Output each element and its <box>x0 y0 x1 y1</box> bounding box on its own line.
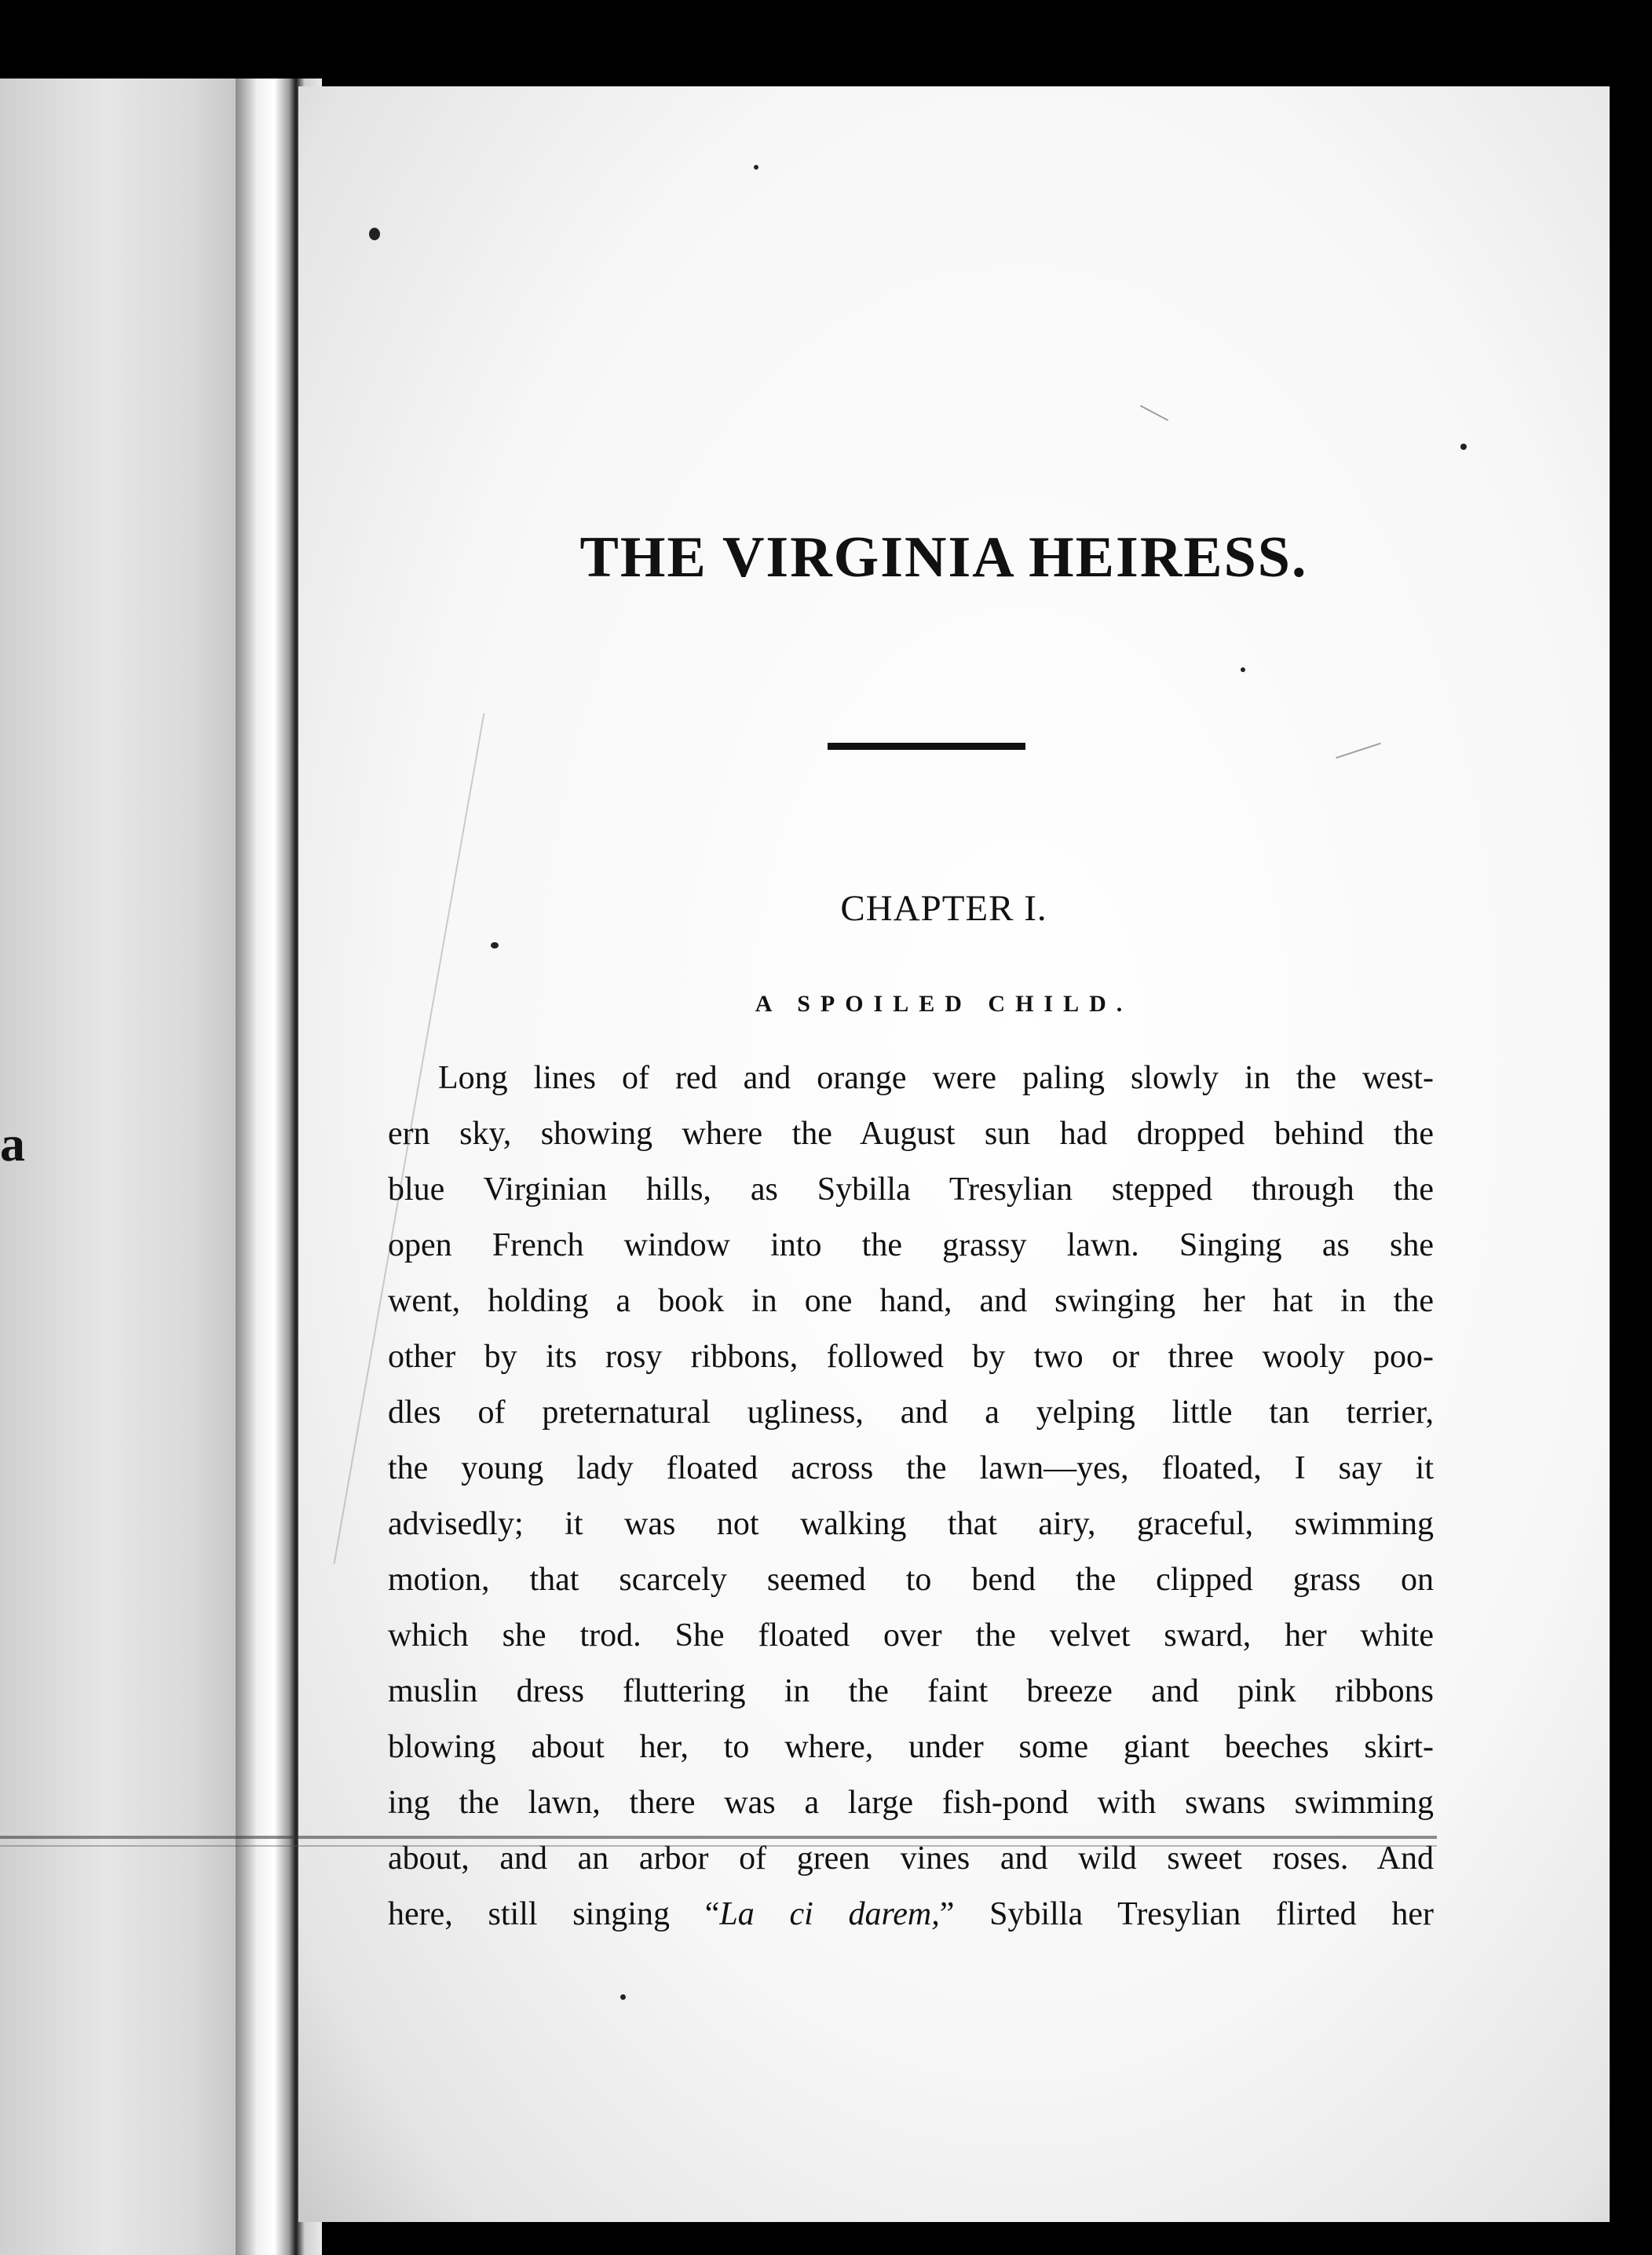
text-line: other by its rosy ribbons, followed by two or three wooly poo- <box>388 1339 1434 1375</box>
scan-speck <box>1460 444 1467 450</box>
title-rule <box>828 743 1025 750</box>
text-line: Long lines of red and orange were paling slowly in the west- <box>438 1060 1434 1096</box>
text-line: advisedly; it was not walking that airy, graceful, swimming <box>388 1506 1434 1542</box>
scan-speck <box>491 942 499 948</box>
scan-border <box>1610 0 1652 2255</box>
previous-page-fragment <box>0 79 259 2255</box>
text-line: the young lady floated across the lawn—yes, floated, I say it <box>388 1450 1434 1486</box>
text-line: muslin dress fluttering in the faint breeze and pink ribbons <box>388 1673 1434 1709</box>
last-line-before: here, still singing “ <box>388 1896 720 1932</box>
text-line-last <box>388 1887 1434 1943</box>
chapter-heading: CHAPTER I. <box>840 888 1047 929</box>
text-line: dles of preternatural ugliness, and a yelping little tan terrier, <box>388 1394 1434 1431</box>
last-line-after: ” Sybilla Tresylian flirted her <box>939 1896 1434 1932</box>
scan-speck <box>620 1994 626 2000</box>
chapter-body <box>388 1051 1434 1943</box>
text-line: blowing about her, to where, under some giant beeches skirt- <box>388 1729 1434 1765</box>
chapter-subtitle: A SPOILED CHILD. <box>755 991 1133 1017</box>
text-line: about, and an arbor of green vines and wild sweet roses. And <box>388 1840 1434 1877</box>
text-line: ing the lawn, there was a large fish-pond with swans swimming <box>388 1785 1434 1821</box>
text-line: blue Virginian hills, as Sybilla Tresylian stepped through the <box>388 1171 1434 1208</box>
text-line: which she trod. She floated over the velvet sward, her white <box>388 1617 1434 1654</box>
text-line: open French window into the grassy lawn. Singing as she <box>388 1227 1434 1263</box>
previous-page-letter: a <box>0 1116 25 1171</box>
song-title: La ci darem, <box>719 1896 940 1932</box>
scan-speck <box>1241 667 1245 672</box>
scan-artifact-line <box>0 1836 1437 1839</box>
scan-speck <box>754 165 758 170</box>
text-line: motion, that scarcely seemed to bend the clipped grass on <box>388 1562 1434 1598</box>
book-title: THE VIRGINIA HEIRESS. <box>579 525 1308 590</box>
scan-speck <box>369 228 380 240</box>
text-line: ern sky, showing where the August sun had dropped behind the <box>388 1116 1434 1152</box>
scan-artifact-line <box>0 1845 1437 1847</box>
text-line: went, holding a book in one hand, and swinging her hat in the <box>388 1283 1434 1319</box>
